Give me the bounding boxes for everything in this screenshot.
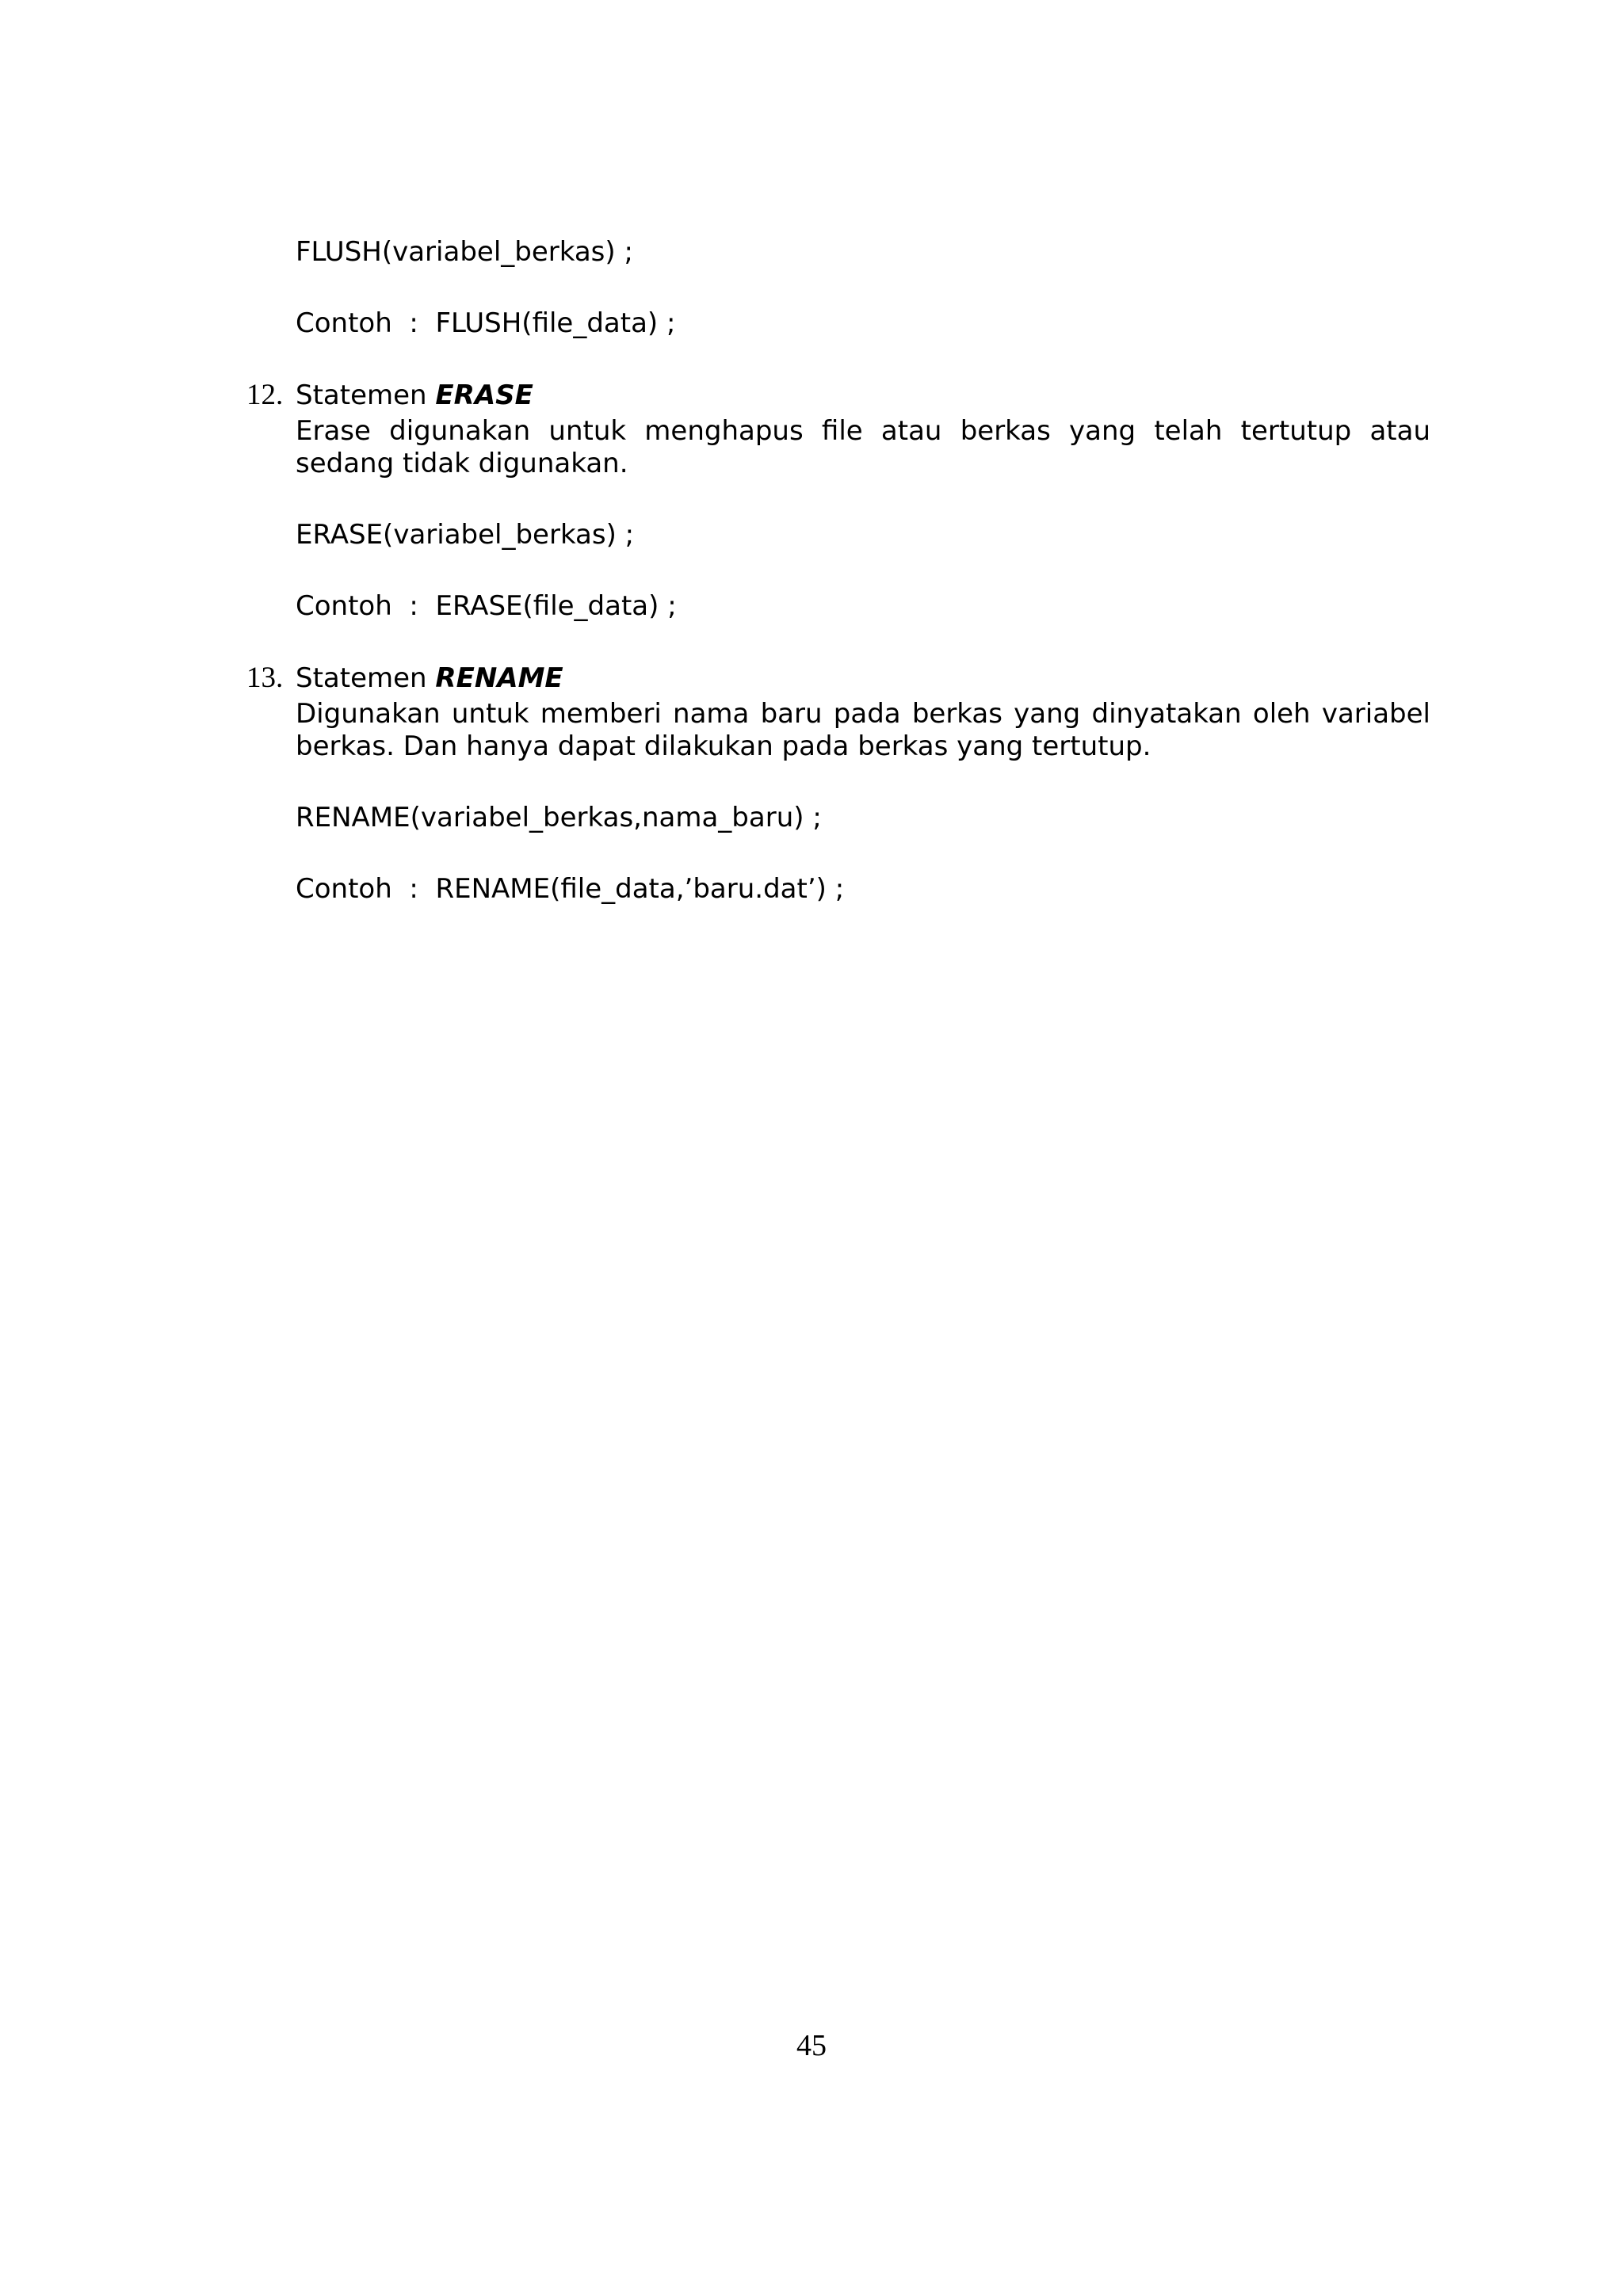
description-line: Erase digunakan untuk menghapus file atau berkas yang telah tertutup atau [296, 415, 1430, 447]
item-syntax: RENAME(variabel_berkas,nama_baru) ; [296, 802, 822, 833]
item-example: Contoh : RENAME(file_data,’baru.dat’) ; [296, 873, 845, 905]
item-syntax: ERASE(variabel_berkas) ; [296, 519, 635, 551]
page-number: 45 [796, 2029, 827, 2062]
item-number: 12. [246, 379, 284, 411]
item-number: 13. [246, 662, 284, 694]
item-description [296, 415, 1430, 480]
item-heading [296, 379, 533, 411]
heading-keyword: RENAME [435, 662, 563, 694]
item-example: Contoh : ERASE(file_data) ; [296, 590, 677, 622]
heading-prefix: Statemen [296, 379, 436, 411]
description-line: Digunakan untuk memberi nama baru pada berkas yang dinyatakan oleh variabel [296, 698, 1430, 730]
item-heading [296, 662, 563, 694]
heading-keyword: ERASE [435, 379, 533, 411]
description-line: berkas. Dan hanya dapat dilakukan pada berkas yang tertutup. [296, 730, 1151, 762]
description-line: sedang tidak digunakan. [296, 448, 628, 479]
heading-prefix: Statemen [296, 662, 436, 694]
flush-syntax: FLUSH(variabel_berkas) ; [296, 236, 633, 268]
flush-example: Contoh : FLUSH(file_data) ; [296, 307, 676, 339]
item-description [296, 698, 1430, 763]
